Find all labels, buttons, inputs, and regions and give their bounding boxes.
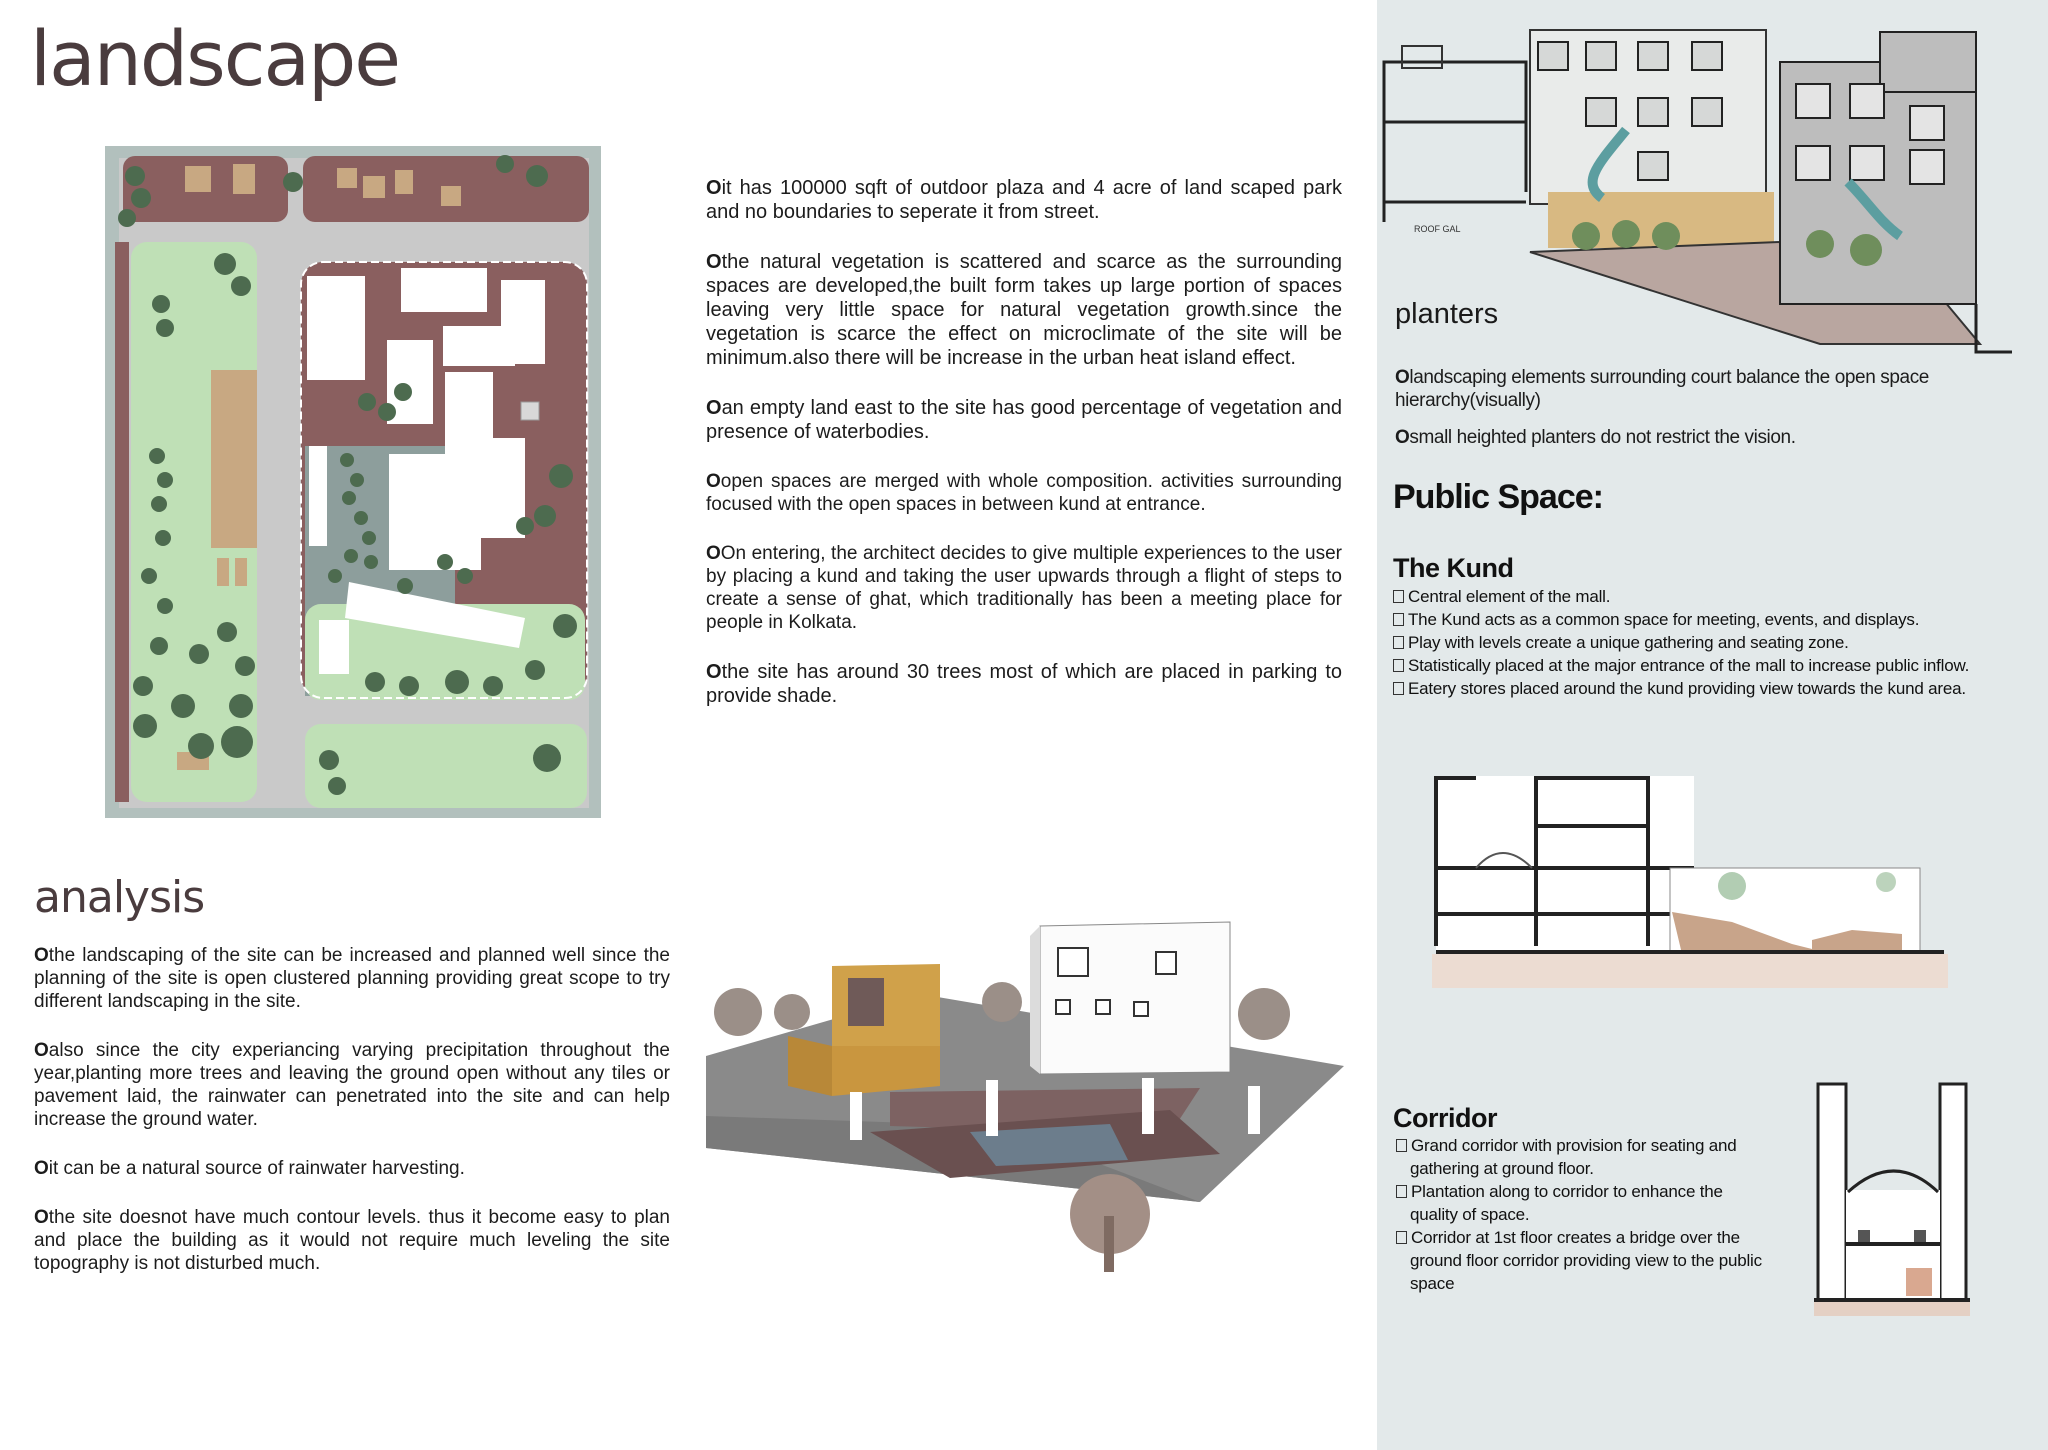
site-plan-tree <box>189 644 209 664</box>
site-plan-tree <box>149 448 165 464</box>
site-description-paragraph: Oit has 100000 sqft of outdoor plaza and 4 acre of land scaped park and no boundaries to seperate it from street. <box>706 177 1342 223</box>
checkbox-icon <box>1393 636 1404 649</box>
checkbox-icon <box>1393 590 1404 603</box>
corridor-list-item: Plantation along to corridor to enhance the quality of space. <box>1396 1180 1766 1226</box>
site-plan-tree <box>141 568 157 584</box>
site-plan-tree <box>553 614 577 638</box>
sketch-outline <box>1384 62 1526 222</box>
site-plan-building <box>233 164 255 194</box>
site-plan-building <box>363 176 385 198</box>
site-plan-image <box>105 146 601 818</box>
site-plan-building <box>319 620 349 674</box>
sketch-tree <box>1850 234 1882 266</box>
model-tree <box>982 982 1022 1022</box>
sketch-label: ROOF GAL <box>1414 224 1461 234</box>
site-plan-tree <box>171 694 195 718</box>
corridor-list-item: Corridor at 1st floor creates a bridge over the ground floor corridor providing view to the public space <box>1396 1226 1766 1295</box>
corridor-building <box>1940 1084 1966 1300</box>
section-ground <box>1432 954 1948 988</box>
site-plan-tree <box>151 496 167 512</box>
site-description-paragraph: Oopen spaces are merged with whole composition. activities surrounding focused with the open spaces in between kund at entrance. <box>706 471 1342 515</box>
site-plan-building <box>235 558 247 586</box>
site-description-paragraph: Othe site has around 30 trees most of which are placed in parking to provide shade. <box>706 661 1342 707</box>
site-plan-tree <box>344 549 358 563</box>
site-plan-tree <box>354 511 368 525</box>
site-plan-tree <box>328 569 342 583</box>
sketch-window <box>1538 42 1568 70</box>
site-plan-tree <box>328 777 346 795</box>
sketch-tree <box>1806 230 1834 258</box>
model-tree <box>1238 988 1290 1040</box>
site-plan-tree <box>235 656 255 676</box>
site-plan-tree <box>131 188 151 208</box>
kund-list-item: Play with levels create a unique gathering and seating zone. <box>1393 631 2013 654</box>
model-column <box>1248 1086 1260 1134</box>
analysis-paragraph: Othe site doesnot have much contour levels. thus it become easy to plan and place the building as it would not require much leveling the site topography is not disturbed much. <box>34 1207 670 1274</box>
corridor-ground <box>1814 1300 1970 1316</box>
site-plan-tree <box>118 209 136 227</box>
checkbox-icon <box>1393 613 1404 626</box>
checkbox-icon <box>1396 1231 1407 1244</box>
site-plan-tree <box>125 166 145 186</box>
sketch-window <box>1638 42 1668 70</box>
site-plan-building <box>395 170 413 194</box>
site-plan-tree <box>156 319 174 337</box>
site-plan-tree <box>397 578 413 594</box>
sketch-window <box>1910 106 1944 140</box>
sketch-window <box>1638 152 1668 180</box>
section-building <box>1436 776 1694 950</box>
kund-list-item: The Kund acts as a common space for meeting, events, and displays. <box>1393 608 2013 631</box>
site-plan-tree <box>214 253 236 275</box>
corridor-kiosk <box>1906 1268 1932 1296</box>
analysis-paragraph: Oit can be a natural source of rainwater harvesting. <box>34 1158 465 1179</box>
corridor-list-item: Grand corridor with provision for seating and gathering at ground floor. <box>1396 1134 1766 1180</box>
model-window <box>1096 1000 1110 1014</box>
site-plan-fountain <box>521 402 539 420</box>
sketch-window <box>1586 98 1616 126</box>
site-plan-road-edge <box>115 242 129 802</box>
kund-3d-model-image <box>700 896 1350 1286</box>
checkbox-icon <box>1396 1185 1407 1198</box>
site-plan-tree <box>157 472 173 488</box>
model-column <box>850 1092 862 1140</box>
model-column <box>986 1080 998 1136</box>
model-window <box>1058 948 1088 976</box>
section-tree <box>1876 872 1896 892</box>
planters-paragraph: Osmall heighted planters do not restrict the vision. <box>1395 427 1796 448</box>
site-plan-tree <box>362 531 376 545</box>
analysis-paragraph: Oalso since the city experiancing varying precipitation throughout the year,planting more trees and leaving the ground open without any tiles or pavement laid, the rainwater can penetrated into the site and can help increase the ground water. <box>34 1040 670 1130</box>
site-plan-tree <box>283 172 303 192</box>
analysis-heading: analysis <box>34 872 205 923</box>
site-plan-tree <box>133 676 153 696</box>
sketch-tree <box>1572 222 1600 250</box>
site-plan-tree <box>378 403 396 421</box>
site-plan-tree <box>437 554 453 570</box>
sketch-window <box>1796 146 1830 180</box>
site-plan-tree <box>152 295 170 313</box>
public-space-heading: Public Space: <box>1393 478 1603 516</box>
sketch-building-upper <box>1880 32 1976 92</box>
site-plan-tree <box>342 491 356 505</box>
model-tree <box>714 988 762 1036</box>
site-description-paragraph: Oan empty land east to the site has good percentage of vegetation and presence of waterbodies. <box>706 397 1342 443</box>
kund-section-drawing <box>1432 772 1948 990</box>
model-building-white <box>1030 926 1040 1074</box>
site-plan-tree <box>155 530 171 546</box>
sketch-window <box>1850 146 1884 180</box>
site-plan-building <box>337 168 357 188</box>
model-building-ochre-side <box>788 1036 832 1096</box>
site-plan-tree <box>150 637 168 655</box>
corridor-heading: Corridor <box>1393 1103 1497 1133</box>
kund-list-item: Central element of the mall. <box>1393 585 2013 608</box>
site-plan-tree <box>188 733 214 759</box>
site-plan-tree <box>394 383 412 401</box>
sketch-window <box>1638 98 1668 126</box>
corridor-planter <box>1914 1230 1926 1242</box>
site-plan-building <box>217 558 229 586</box>
site-plan-tree <box>526 165 548 187</box>
planters-heading: planters <box>1395 298 1499 330</box>
site-plan-building <box>441 186 461 206</box>
site-plan-building <box>211 370 257 548</box>
model-column <box>1142 1078 1154 1134</box>
model-window <box>1056 1000 1070 1014</box>
sketch-window <box>1692 98 1722 126</box>
sketch-window <box>1796 84 1830 118</box>
site-description-paragraph: OOn entering, the architect decides to give multiple experiences to the user by placing a kund and taking the user upwards through a flight of steps to create a sense of ghat, which traditionally has been a meeting place for people in Kolkata. <box>706 543 1342 633</box>
model-building-white <box>1040 922 1230 1074</box>
checkbox-icon <box>1396 1139 1407 1152</box>
site-plan-tree <box>483 676 503 696</box>
site-description-paragraph: Othe natural vegetation is scattered and scarce as the surrounding spaces are developed,the built form takes up large portion of spaces leaving very little space for natural vegetation growth.since the vegetation is scarce the effect on microclimate of the site will be minimum.also there will be increase in the urban heat island effect. <box>706 251 1342 369</box>
site-plan-tree <box>229 694 253 718</box>
site-plan-tree <box>157 598 173 614</box>
analysis-paragraph: Othe landscaping of the site can be increased and planned well since the planning of the site is open clustered planning providing great scope to try different landscaping in the site. <box>34 945 670 1012</box>
checkbox-icon <box>1393 659 1404 672</box>
site-plan-tree <box>496 155 514 173</box>
corridor-arch <box>1848 1171 1938 1192</box>
site-plan-tree <box>534 505 556 527</box>
corridor-building <box>1818 1084 1846 1300</box>
site-plan-tree <box>399 676 419 696</box>
corridor-section-drawing <box>1814 1080 1970 1318</box>
model-window <box>1134 1002 1148 1016</box>
site-plan-tree <box>221 726 253 758</box>
model-window-dark <box>848 978 884 1026</box>
site-plan-building <box>309 446 327 546</box>
site-plan-building <box>443 326 515 366</box>
site-plan-tree <box>516 517 534 535</box>
sketch-window <box>1850 84 1884 118</box>
site-plan-tree <box>525 660 545 680</box>
sketch-tree <box>1652 222 1680 250</box>
site-plan-tree <box>340 453 354 467</box>
model-trunk <box>1104 1216 1114 1272</box>
page-title: landscape <box>30 14 400 103</box>
sketch-window <box>1692 42 1722 70</box>
site-plan-tree <box>231 276 251 296</box>
site-plan-tree <box>364 555 378 569</box>
site-plan-tree <box>217 622 237 642</box>
sketch-window <box>1910 150 1944 184</box>
section-tree <box>1718 872 1746 900</box>
sketch-water-tank <box>1402 46 1442 68</box>
site-plan-tree <box>365 672 385 692</box>
planters-text <box>1395 366 2015 463</box>
site-plan-tree <box>457 568 473 584</box>
site-plan-tree <box>445 670 469 694</box>
checkbox-icon <box>1393 682 1404 695</box>
sketch-window <box>1586 42 1616 70</box>
kund-list-item: Eatery stores placed around the kund providing view towards the kund area. <box>1393 677 2013 700</box>
sketch-tree <box>1612 220 1640 248</box>
model-tree <box>774 994 810 1030</box>
site-plan-tree <box>549 464 573 488</box>
site-plan-tree <box>133 714 157 738</box>
kund-list <box>1393 585 2013 700</box>
planters-paragraph: Olandscaping elements surrounding court balance the open space hierarchy(visually) <box>1395 367 1929 411</box>
kund-list-item: Statistically placed at the major entrance of the mall to increase public inflow. <box>1393 654 2013 677</box>
corridor-list <box>1396 1134 1766 1295</box>
kund-heading: The Kund <box>1393 553 1514 583</box>
site-plan-building <box>185 166 211 192</box>
site-plan-tree <box>319 750 339 770</box>
analysis-text <box>34 944 670 1301</box>
site-plan-building <box>307 276 365 380</box>
corridor-planter <box>1858 1230 1870 1242</box>
site-plan-tree <box>533 744 561 772</box>
site-description <box>706 176 1342 734</box>
model-window <box>1156 952 1176 974</box>
site-plan-tree <box>350 473 364 487</box>
site-plan-building <box>401 268 487 312</box>
site-plan-tree <box>358 393 376 411</box>
